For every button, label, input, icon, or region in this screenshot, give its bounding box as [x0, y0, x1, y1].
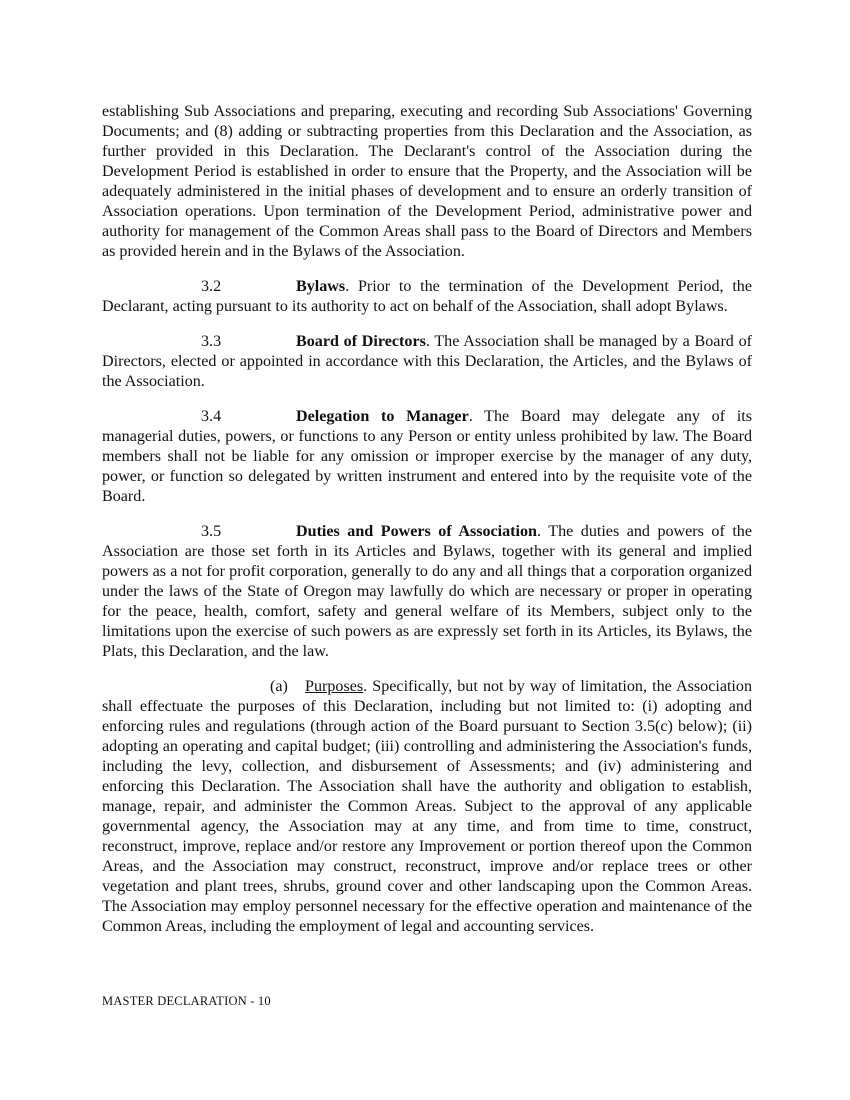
section-heading: Duties and Powers of Association — [296, 523, 538, 540]
section-text: . The duties and powers of the Association are those set forth in its Articles and Bylaws, together with its general and implied powers as a not for profit corporation, generally to do any and all things that a corporation organized under the laws of the State of Oregon may lawfully do which are necessary or proper in operating for the peace, health, comfort, safety and general welfare of its Members, subject only to the limitations upon the exercise of such powers as are expressly set forth in its Articles, its Bylaws, the Plats, this Declaration, and the law. — [102, 523, 752, 660]
page-footer: MASTER DECLARATION - 10 — [102, 994, 271, 1008]
subsection-heading: Purposes — [305, 678, 364, 695]
section-number: 3.4 — [201, 408, 222, 425]
section-text: . The Board may delegate any of its managerial duties, powers, or functions to any Person or entity unless prohibited by law. The Board members shall not be liable for any omission or improper exercise by the manager of any duty, power, or function so delegated by written instrument and entered into by the requisite vote of the Board. — [102, 408, 752, 505]
section-3-3 — [102, 332, 752, 392]
subsection-number: (a) — [270, 678, 288, 695]
subsection-text: . Specifically, but not by way of limitation, the Association shall effectuate the purposes of this Declaration, including but not limited to: (i) adopting and enforcing rules and regulations (through action of the Board pursuant to Section 3.5(c) below); (ii) adopting an operating and capital budget; (iii) controlling and administering the Association's funds, including the levy, collection, and disbursement of Assessments; and (iv) administering and enforcing this Declaration. The Association shall have the authority and obligation to establish, manage, repair, and administer the Common Areas. Subject to the approval of any applicable governmental agency, the Association may at any time, and from time to time, construct, reconstruct, improve, replace and/or restore any Improvement or portion thereof upon the Common Areas, and the Association may construct, reconstruct, improve and/or replace trees or other vegetation and plant trees, shrubs, ground cover and other landscaping upon the Common Areas. The Association may employ personnel necessary for the effective operation and maintenance of the Common Areas, including the employment of legal and accounting services. — [102, 678, 752, 935]
section-heading: Bylaws — [296, 278, 346, 295]
intro-paragraph: establishing Sub Associations and preparing, executing and recording Sub Associations' Governing Documents; and (8) adding or subtracting properties from this Declaration and the Association, as further provided in this Declaration. The Declarant's control of the Association during the Development Period is established in order to ensure that the Property, and the Association will be adequately administered in the initial phases of development and to ensure an orderly transition of Association operations. Upon termination of the Development Period, administrative power and authority for management of the Common Areas shall pass to the Board of Directors and Members as provided herein and in the Bylaws of the Association. — [102, 103, 752, 260]
section-number: 3.5 — [201, 523, 222, 540]
document-page — [102, 102, 752, 952]
section-heading: Board of Directors — [296, 333, 426, 350]
section-3-5 — [102, 522, 752, 662]
section-number: 3.3 — [201, 333, 222, 350]
section-number: 3.2 — [201, 278, 222, 295]
section-text: . Prior to the termination of the Development Period, the Declarant, acting pursuant to its authority to act on behalf of the Association, shall adopt Bylaws. — [102, 278, 752, 315]
section-3-4 — [102, 407, 752, 507]
section-3-2 — [102, 277, 752, 317]
section-heading: Delegation to Manager — [296, 408, 469, 425]
subsection-a-purposes — [102, 677, 752, 937]
section-text: . The Association shall be managed by a Board of Directors, elected or appointed in accordance with this Declaration, the Articles, and the Bylaws of the Association. — [102, 333, 753, 390]
